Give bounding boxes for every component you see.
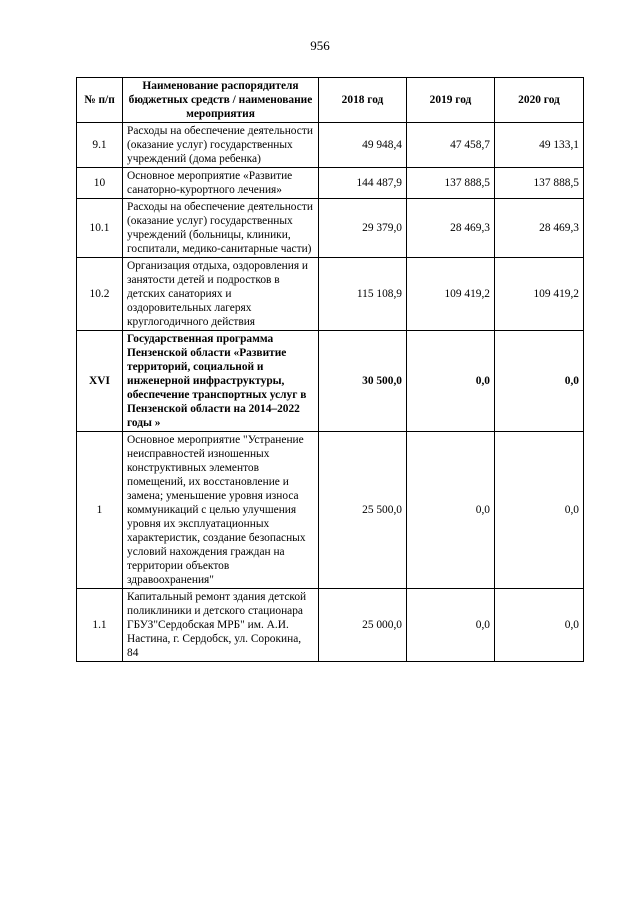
- value-2019: 0,0: [407, 589, 495, 662]
- value-2020: 109 419,2: [495, 258, 584, 331]
- value-2018: 49 948,4: [319, 123, 407, 168]
- row-number: 9.1: [77, 123, 123, 168]
- table-header-row: [77, 78, 584, 123]
- value-2020: 28 469,3: [495, 199, 584, 258]
- row-number: XVI: [77, 331, 123, 432]
- table-row: [77, 331, 584, 432]
- table-row: [77, 258, 584, 331]
- value-2020: 0,0: [495, 589, 584, 662]
- value-2020: 0,0: [495, 331, 584, 432]
- row-number: 10: [77, 168, 123, 199]
- table-body: [77, 123, 584, 662]
- table-row: [77, 432, 584, 589]
- row-name: Основное мероприятие "Устранение неисправностей изношенных конструктивных элементов помещений, их восстановление и замена; уменьшение уровня износа коммуникаций с целью улучшения уровня их эксплуатационных характеристик, создание безопасных условий нахождения граждан на территории объектов здравоохранения": [123, 432, 319, 589]
- row-name: Организация отдыха, оздоровления и занятости детей и подростков в детских санаториях и оздоровительных лагерях круглогодичного действия: [123, 258, 319, 331]
- value-2019: 47 458,7: [407, 123, 495, 168]
- row-name: Расходы на обеспечение деятельности (оказание услуг) государственных учреждений (больницы, клиники, госпитали, медико-санитарные части): [123, 199, 319, 258]
- value-2018: 25 000,0: [319, 589, 407, 662]
- header-2019: 2019 год: [407, 78, 495, 123]
- row-name: Государственная программа Пензенской области «Развитие территорий, социальной и инженерной инфраструктуры, обеспечение транспортных услуг в Пензенской области на 2014–2022 годы »: [123, 331, 319, 432]
- value-2018: 30 500,0: [319, 331, 407, 432]
- value-2018: 144 487,9: [319, 168, 407, 199]
- header-name: Наименование распорядителя бюджетных средств / наименование мероприятия: [123, 78, 319, 123]
- value-2020: 137 888,5: [495, 168, 584, 199]
- row-number: 10.1: [77, 199, 123, 258]
- value-2019: 0,0: [407, 432, 495, 589]
- page-number: 956: [310, 38, 330, 53]
- value-2020: 49 133,1: [495, 123, 584, 168]
- table-row: [77, 589, 584, 662]
- budget-table: [76, 77, 584, 662]
- value-2019: 28 469,3: [407, 199, 495, 258]
- value-2018: 29 379,0: [319, 199, 407, 258]
- table-row: [77, 168, 584, 199]
- value-2020: 0,0: [495, 432, 584, 589]
- value-2019: 137 888,5: [407, 168, 495, 199]
- header-2018: 2018 год: [319, 78, 407, 123]
- value-2019: 109 419,2: [407, 258, 495, 331]
- row-number: 1.1: [77, 589, 123, 662]
- value-2018: 25 500,0: [319, 432, 407, 589]
- row-number: 10.2: [77, 258, 123, 331]
- row-name: Расходы на обеспечение деятельности (оказание услуг) государственных учреждений (дома ребенка): [123, 123, 319, 168]
- table-row: [77, 123, 584, 168]
- value-2018: 115 108,9: [319, 258, 407, 331]
- table-row: [77, 199, 584, 258]
- row-name: Капитальный ремонт здания детской поликлиники и детского стационара ГБУЗ"Сердобская МРБ" им. А.И. Настина, г. Сердобск, ул. Сорокина, 84: [123, 589, 319, 662]
- row-number: 1: [77, 432, 123, 589]
- value-2019: 0,0: [407, 331, 495, 432]
- header-2020: 2020 год: [495, 78, 584, 123]
- row-name: Основное мероприятие «Развитие санаторно-курортного лечения»: [123, 168, 319, 199]
- header-number: № п/п: [77, 78, 123, 123]
